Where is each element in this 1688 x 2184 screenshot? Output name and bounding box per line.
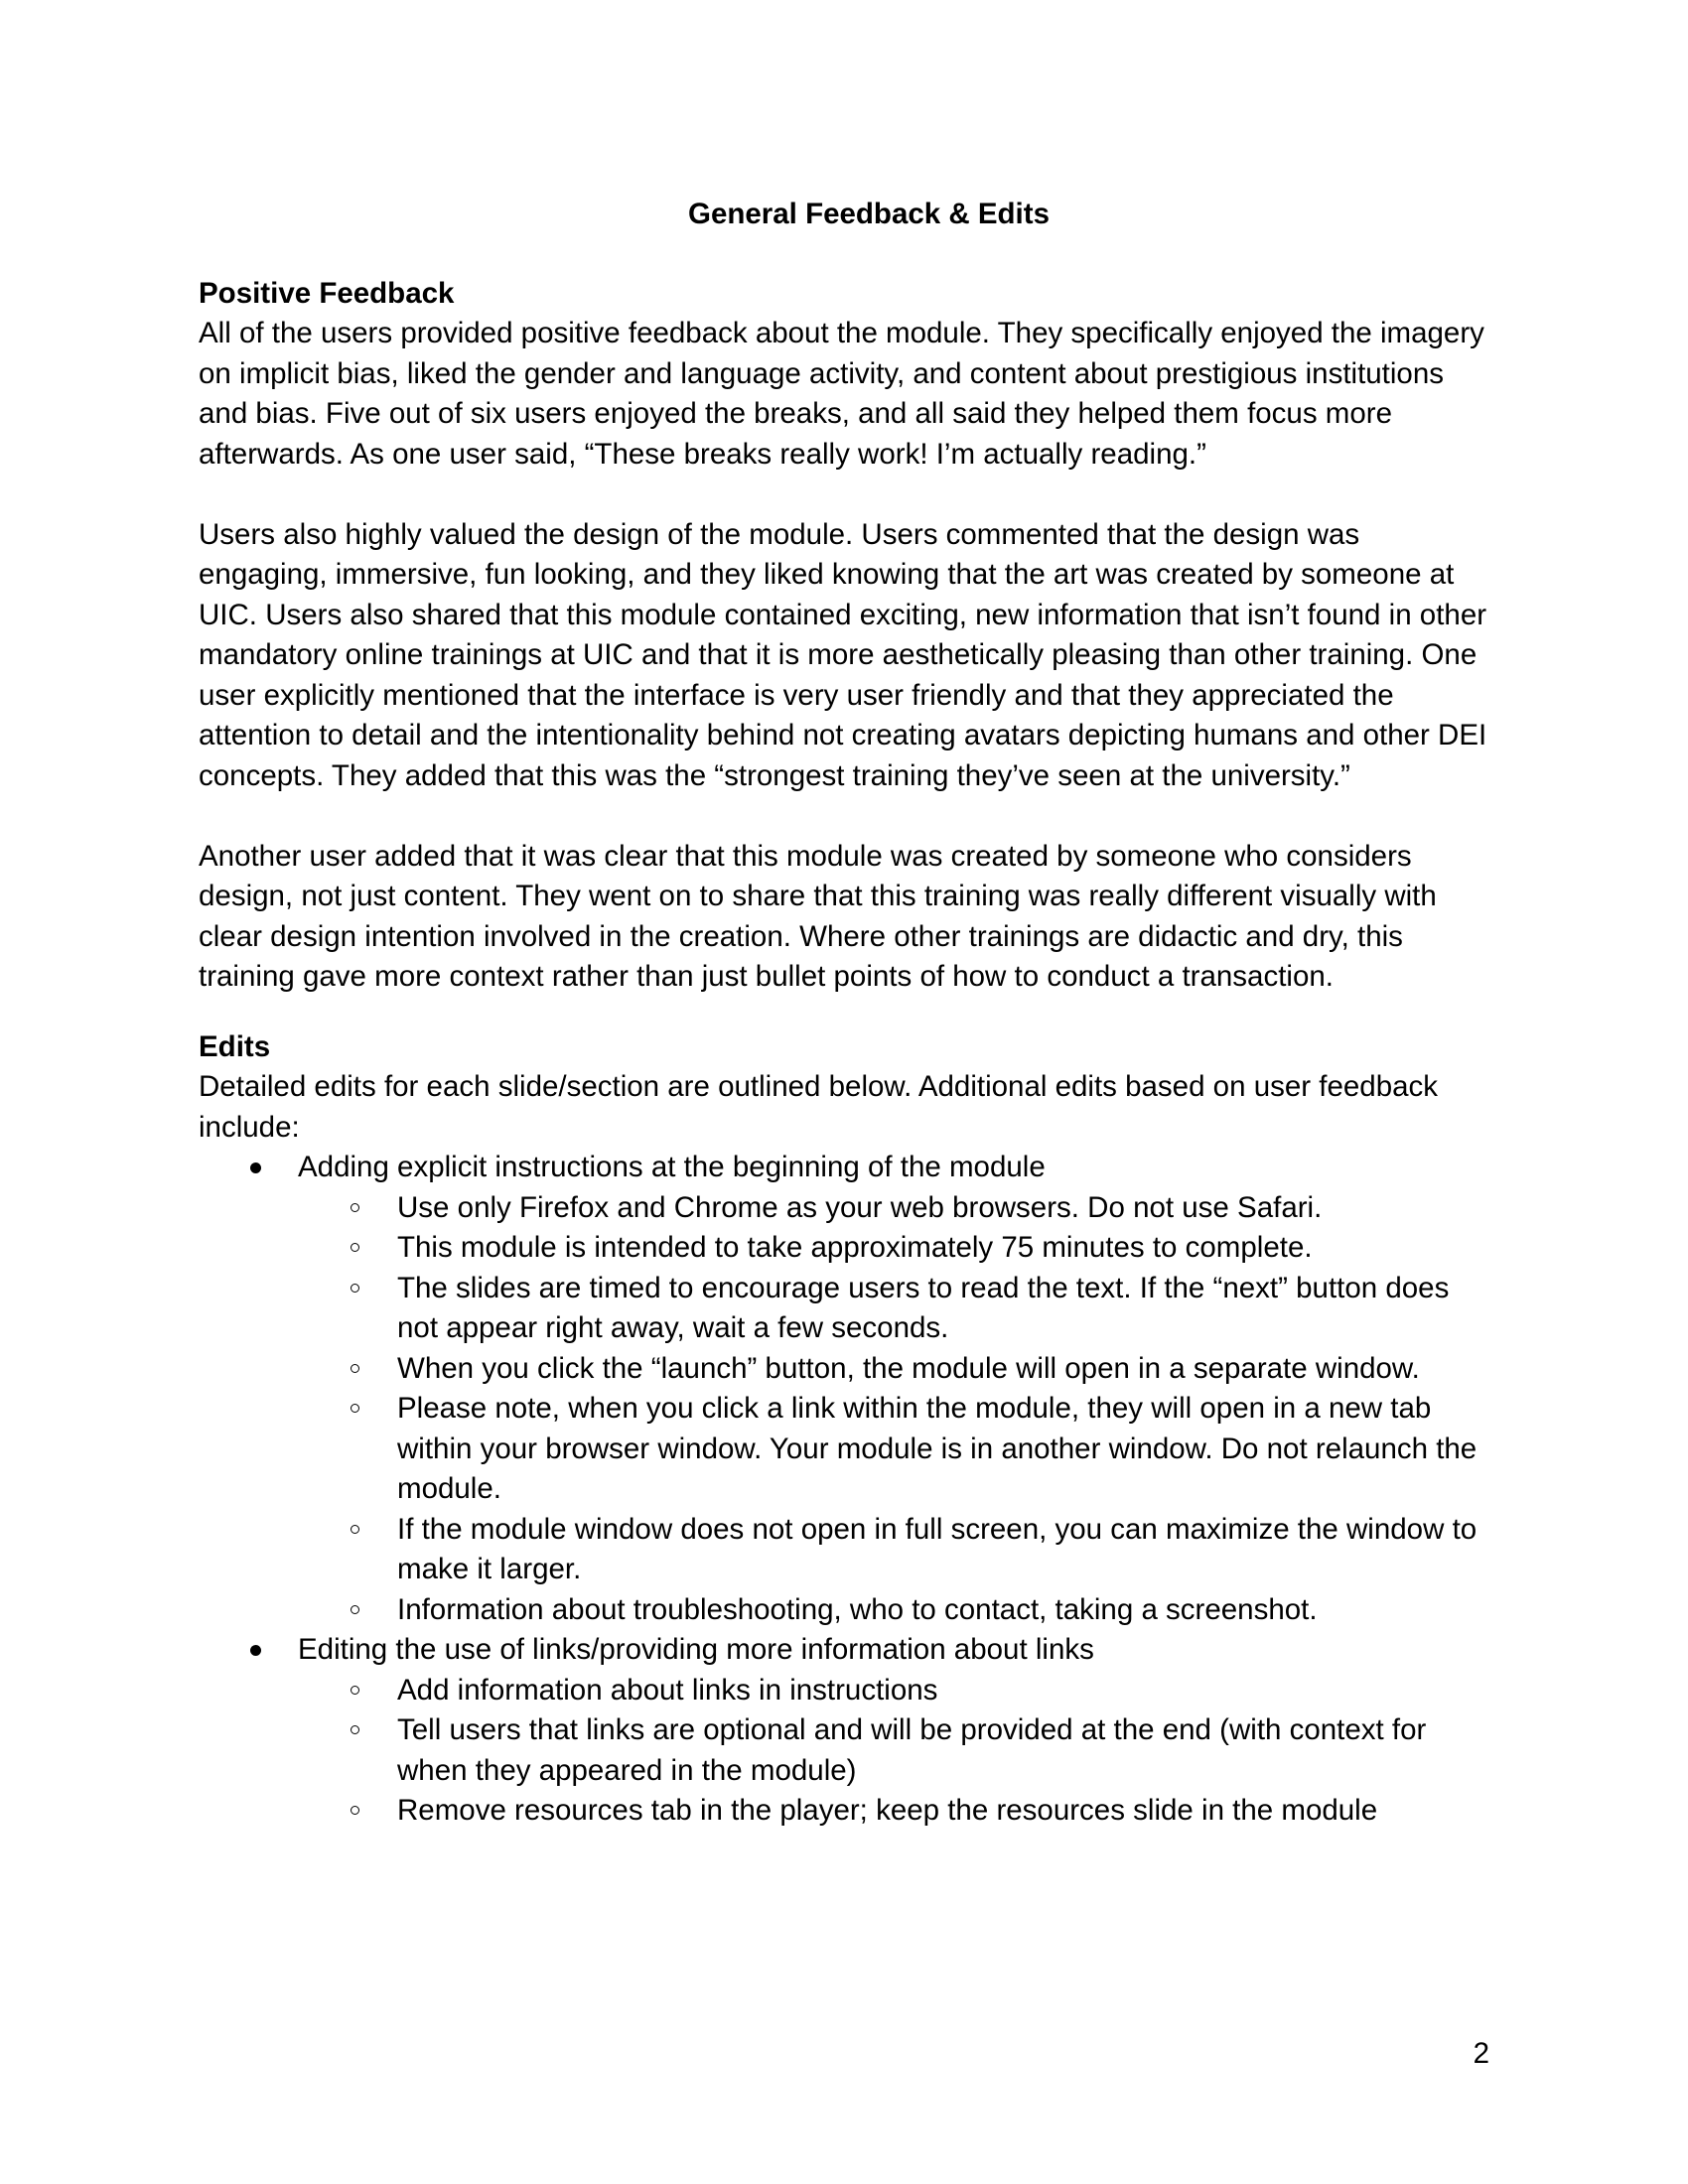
edits-list-item-text: Adding explicit instructions at the beginning of the module: [298, 1151, 1046, 1183]
bullet-icon: [250, 1162, 261, 1173]
edits-sublist-item-text: Please note, when you click a link within the module, they will open in a new tab within your browser window. Your module is in another window. Do not relaunch the module.: [397, 1392, 1477, 1505]
edits-list-item: [199, 1630, 1489, 1832]
positive-feedback-paragraph-1: All of the users provided positive feedback about the module. They specifically enjoyed the imagery on implicit bias, liked the gender and language activity, and content about prestigious institutions and bias. Five out of six users enjoyed the breaks, and all said they helped them focus more afterwards. As one user said, “These breaks really work! I’m actually reading.”: [199, 317, 1484, 471]
edits-sublist-item: [298, 1228, 1489, 1269]
edits-heading: Edits: [199, 1029, 271, 1063]
edits-sublist-item: [298, 1791, 1489, 1832]
page-number: 2: [1473, 2037, 1489, 2070]
edits-sublist-item: [298, 1590, 1489, 1631]
edits-sublist-item: [298, 1510, 1489, 1590]
edits-sublist-item: [298, 1349, 1489, 1390]
edits-sublist-item: [298, 1671, 1489, 1711]
edits-sublist-item-text: This module is intended to take approximately 75 minutes to complete.: [397, 1231, 1313, 1264]
hollow-bullet-icon: [351, 1364, 359, 1373]
edits-sublist: [298, 1188, 1489, 1631]
hollow-bullet-icon: [351, 1404, 359, 1413]
hollow-bullet-icon: [351, 1203, 359, 1212]
edits-sublist-item-text: Add information about links in instructions: [397, 1673, 938, 1706]
edits-sublist-item: [298, 1389, 1489, 1510]
edits-sublist-item: [298, 1188, 1489, 1229]
edits-sublist-item-text: Use only Firefox and Chrome as your web browsers. Do not use Safari.: [397, 1190, 1323, 1224]
hollow-bullet-icon: [351, 1725, 359, 1734]
edits-list-item: [199, 1148, 1489, 1630]
edits-list: [199, 1148, 1489, 1832]
edits-sublist-item-text: When you click the “launch” button, the module will open in a separate window.: [397, 1351, 1420, 1385]
edits-intro: Detailed edits for each slide/section are outlined below. Additional edits based on user feedback include:: [199, 1070, 1439, 1144]
edits-sublist-item: [298, 1710, 1489, 1791]
edits-sublist-item-text: Information about troubleshooting, who to contact, taking a screenshot.: [397, 1592, 1318, 1626]
hollow-bullet-icon: [351, 1806, 359, 1815]
positive-feedback-heading: Positive Feedback: [199, 276, 455, 310]
edits-list-item-text: Editing the use of links/providing more information about links: [298, 1633, 1094, 1666]
hollow-bullet-icon: [351, 1525, 359, 1534]
edits-sublist-item: [298, 1269, 1489, 1349]
edits-sublist: [298, 1671, 1489, 1832]
page-content: [199, 195, 1489, 1832]
hollow-bullet-icon: [351, 1284, 359, 1293]
bullet-icon: [250, 1645, 261, 1656]
hollow-bullet-icon: [351, 1243, 359, 1252]
positive-feedback-paragraph-3: Another user added that it was clear that this module was created by someone who considers design, not just content. They went on to share that this training was really different visually with clear design intention involved in the creation. Where other trainings are didactic and dry, this training gave more context rather than just bullet points of how to conduct a transaction.: [199, 839, 1437, 993]
positive-feedback-paragraph-2: Users also highly valued the design of the module. Users commented that the design was engaging, immersive, fun looking, and they liked knowing that the art was created by someone at UIC. Users also shared that this module contained exciting, new information that isn’t found in other mandatory online trainings at UIC and that it is more aesthetically pleasing than other training. One user explicitly mentioned that the interface is very user friendly and that they appreciated the attention to detail and the intentionality behind not creating avatars depicting humans and other DEI concepts. They added that this was the “strongest training they’ve seen at the university.”: [199, 517, 1487, 792]
hollow-bullet-icon: [351, 1686, 359, 1695]
document-title: General Feedback & Edits: [688, 198, 1050, 230]
hollow-bullet-icon: [351, 1605, 359, 1614]
edits-sublist-item-text: Tell users that links are optional and will be provided at the end (with context for when they appeared in the module): [397, 1713, 1427, 1787]
edits-sublist-item-text: If the module window does not open in full screen, you can maximize the window to make it larger.: [397, 1512, 1477, 1585]
edits-sublist-item-text: Remove resources tab in the player; keep the resources slide in the module: [397, 1794, 1378, 1827]
edits-sublist-item-text: The slides are timed to encourage users to read the text. If the “next” button does not appear right away, wait a few seconds.: [397, 1271, 1450, 1344]
